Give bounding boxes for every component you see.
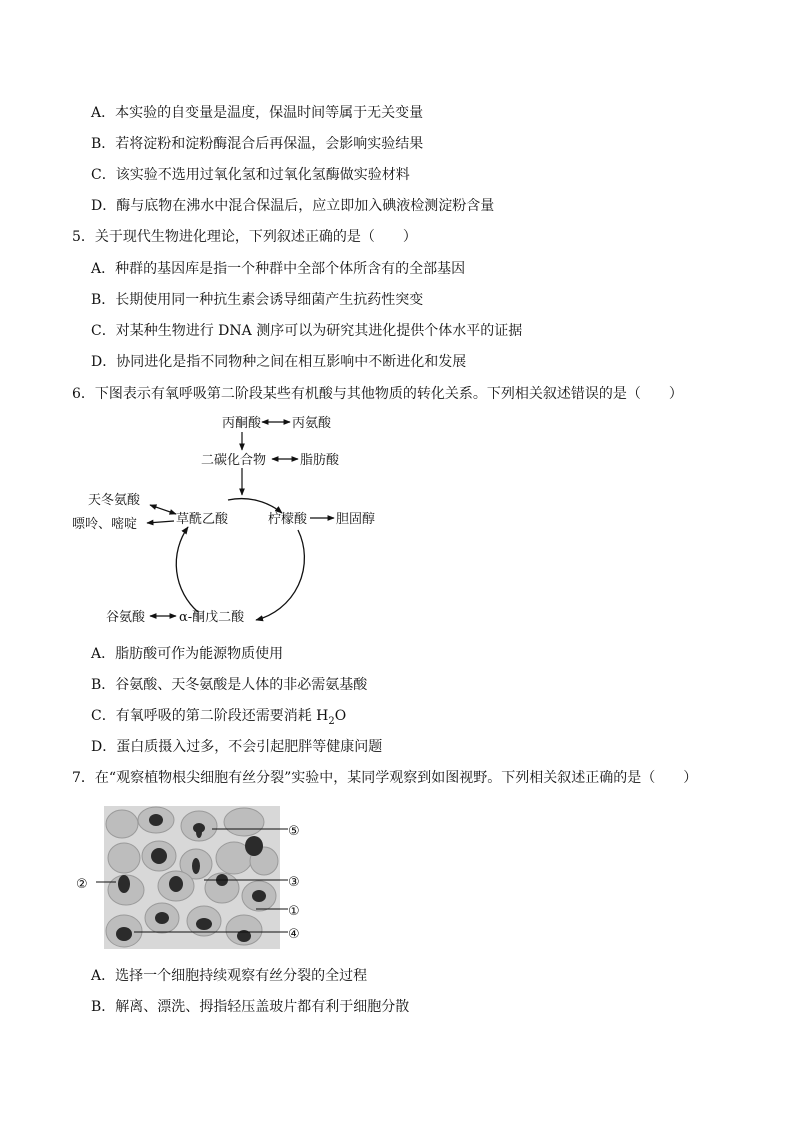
q5-option-b: B．长期使用同一种抗生素会诱导细菌产生抗药性突变 xyxy=(91,292,424,308)
q5-option-d: D．协同进化是指不同物种之间在相互影响中不断进化和发展 xyxy=(91,354,467,370)
q5-option-a: A．种群的基因库是指一个种群中全部个体所含有的全部基因 xyxy=(91,261,466,277)
pyruvate-label: 丙酮酸 xyxy=(222,416,262,431)
fatty-acid-label: 脂肪酸 xyxy=(300,453,340,468)
two-carbon-label: 二碳化合物 xyxy=(201,453,267,468)
q4-option-a: A．本实验的自变量是温度，保温时间等属于无关变量 xyxy=(91,105,424,121)
akg-label: α-酮戊二酸 xyxy=(179,610,245,625)
q6-option-a: A．脂肪酸可作为能源物质使用 xyxy=(91,646,284,662)
krebs-cycle-diagram xyxy=(0,405,794,635)
label-5: ⑤ xyxy=(288,824,300,839)
aspartate-oxaloacetate-arrow xyxy=(150,505,176,514)
q7-option-b: B．解离、漂洗、拇指轻压盖玻片都有利于细胞分散 xyxy=(91,999,410,1015)
q6-option-c-tail: O xyxy=(334,708,347,724)
q7-option-a: A．选择一个细胞持续观察有丝分裂的全过程 xyxy=(91,968,368,984)
purine-label: 嘌呤、嘧啶 xyxy=(72,517,138,532)
alanine-label: 丙氨酸 xyxy=(292,416,332,431)
cycle-arc-right xyxy=(256,530,304,620)
cycle-arc-top xyxy=(228,499,282,513)
q6-option-b: B．谷氨酸、天冬氨酸是人体的非必需氨基酸 xyxy=(91,677,368,693)
micrograph-callouts xyxy=(60,810,320,950)
oxaloacetate-label: 草酰乙酸 xyxy=(176,512,229,527)
q6-option-c-subscript: 2 xyxy=(328,715,335,727)
q6-stem: 6．下图表示有氧呼吸第二阶段某些有机酸与其他物质的转化关系。下列相关叙述错误的是（ ） xyxy=(72,386,683,402)
label-1: ① xyxy=(288,904,300,919)
q6-option-c-text: C．有氧呼吸的第二阶段还需要消耗 H xyxy=(91,708,329,724)
label-4: ④ xyxy=(288,927,300,942)
glutamate-label: 谷氨酸 xyxy=(106,610,146,625)
citrate-label: 柠檬酸 xyxy=(268,512,308,527)
q4-option-b: B．若将淀粉和淀粉酶混合后再保温，会影响实验结果 xyxy=(91,136,424,152)
q4-option-d: D．酶与底物在沸水中混合保温后，应立即加入碘液检测淀粉含量 xyxy=(91,198,495,214)
cholesterol-label: 胆固醇 xyxy=(336,512,376,527)
q7-stem: 7．在“观察植物根尖细胞有丝分裂”实验中，某同学观察到如图视野。下列相关叙述正确的是（ ） xyxy=(72,770,698,786)
oxaloacetate-to-purine-arrow xyxy=(147,521,174,523)
aspartate-label: 天冬氨酸 xyxy=(88,493,141,508)
q5-option-c: C．对某种生物进行 DNA 测序可以为研究其进化提供个体水平的证据 xyxy=(91,323,523,339)
q6-option-d: D．蛋白质摄入过多，不会引起肥胖等健康问题 xyxy=(91,739,383,755)
cycle-arc-left xyxy=(176,527,198,612)
q5-stem: 5．关于现代生物进化理论，下列叙述正确的是（ ） xyxy=(72,229,417,245)
q4-option-c: C．该实验不选用过氧化氢和过氧化氢酶做实验材料 xyxy=(91,167,410,183)
q6-option-c xyxy=(91,707,346,731)
label-3: ③ xyxy=(288,875,300,890)
label-2: ② xyxy=(76,877,88,892)
